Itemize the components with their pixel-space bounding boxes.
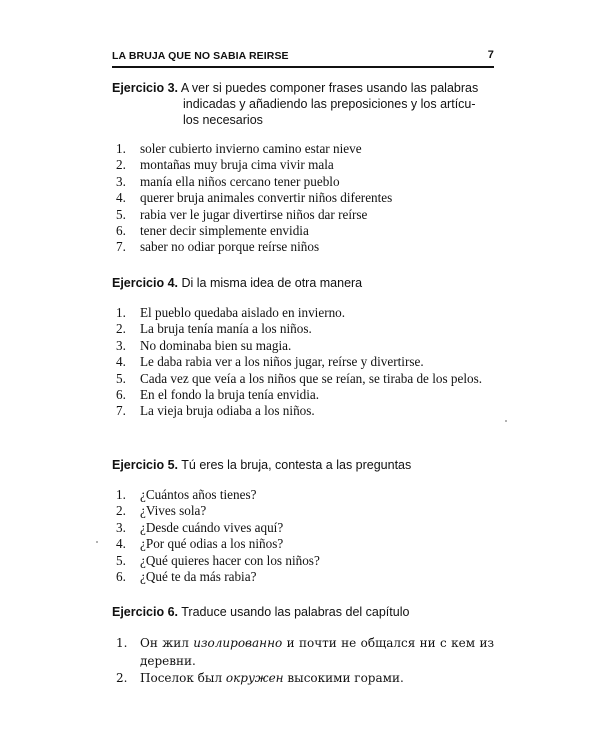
- item-text-emphasis: изолированно: [193, 636, 283, 650]
- item-text: soler cubierto invierno camino estar nieve: [140, 141, 362, 156]
- item-text-before: Он жил: [140, 636, 194, 650]
- item-number: 5.: [116, 552, 126, 568]
- list-item: [116, 403, 494, 419]
- exercise-4-heading: [112, 275, 362, 291]
- exercise-4-list: [116, 305, 494, 420]
- item-text: Cada vez que veía a los niños que se reían, se tiraba de los pelos.: [140, 370, 483, 386]
- item-text: ¿Qué quieres hacer con los niños?: [140, 552, 320, 568]
- list-item: [116, 387, 494, 403]
- list-item: [116, 157, 392, 173]
- exercise-3-instruction-line-1: A ver si puedes componer frases usando las palabras: [180, 81, 479, 95]
- item-text-after: и почти не общался ни с кем из деревни.: [140, 636, 495, 668]
- exercise-3-list: [116, 141, 392, 256]
- item-text: ¿Qué te da más rabia?: [140, 569, 257, 585]
- exercise-3-instruction-line-3: los necesarios: [183, 113, 263, 127]
- list-item: [116, 536, 320, 552]
- list-item: [116, 190, 392, 206]
- list-item: [116, 207, 392, 223]
- list-item: [116, 141, 392, 157]
- item-number: 7.: [116, 239, 126, 255]
- exercise-5-title: Tú eres la bruja, contesta a las preguntas: [181, 458, 412, 472]
- item-number: 2.: [116, 503, 126, 519]
- exercise-6-list: [116, 635, 494, 688]
- item-number: 6.: [116, 223, 126, 239]
- list-item: [116, 569, 320, 585]
- item-text: saber no odiar porque reírse niños: [140, 239, 320, 255]
- list-item: [116, 670, 494, 688]
- item-text-after: высокими горами.: [283, 671, 404, 685]
- list-item: [116, 503, 320, 519]
- item-text: manía ella niños cercano tener pueblo: [140, 173, 340, 189]
- exercise-5-label: Ejercicio 5.: [112, 458, 179, 472]
- exercise-6-heading: [112, 604, 409, 620]
- list-item: [116, 635, 494, 670]
- item-text-emphasis: окружен: [225, 671, 284, 685]
- exercise-3-label: Ejercicio 3.: [112, 81, 179, 95]
- list-item: [116, 520, 320, 536]
- scan-speck: [505, 420, 507, 422]
- item-text: En el fondo la bruja tenía envidia.: [140, 387, 320, 403]
- item-text: ¿Desde cuándo vives aquí?: [140, 519, 284, 535]
- exercise-4-label: Ejercicio 4.: [112, 276, 179, 290]
- item-text: querer bruja animales convertir niños diferentes: [140, 190, 393, 206]
- item-text: La vieja bruja odiaba a los niños.: [140, 403, 315, 419]
- item-text-before: Поселок был: [140, 671, 226, 685]
- list-item: [116, 338, 494, 354]
- item-text: montañas muy bruja cima vivir mala: [140, 157, 334, 173]
- item-number: 6.: [116, 387, 126, 403]
- item-number: 4.: [116, 536, 126, 552]
- header-rule: [112, 66, 494, 68]
- exercise-3-instruction-line-2: indicadas y añadiendo las preposiciones y los artícu-: [183, 97, 476, 111]
- exercise-4-title: Di la misma idea de otra manera: [181, 276, 363, 290]
- exercise-3-heading: [112, 80, 494, 128]
- item-text: La bruja tenía manía a los niños.: [140, 321, 312, 337]
- item-text: El pueblo quedaba aislado en invierno.: [140, 305, 346, 320]
- item-number: 1.: [116, 487, 126, 502]
- list-item: [116, 305, 494, 321]
- item-number: 2.: [116, 157, 126, 173]
- item-number: 5.: [116, 206, 126, 222]
- list-item: [116, 174, 392, 190]
- item-number: 1.: [116, 305, 126, 320]
- page-number: 7: [487, 49, 494, 61]
- exercise-6-label: Ejercicio 6.: [112, 605, 179, 619]
- item-number: 7.: [116, 403, 126, 419]
- item-number: 2.: [116, 321, 126, 337]
- item-number: 5.: [116, 370, 126, 386]
- item-number: 3.: [116, 337, 126, 353]
- list-item: [116, 354, 494, 370]
- list-item: [116, 223, 392, 239]
- running-title: LA BRUJA QUE NO SABIA REIRSE: [112, 50, 289, 62]
- exercise-5-heading: [112, 457, 411, 473]
- item-text: ¿Por qué odias a los niños?: [140, 536, 284, 552]
- exercise-6-title: Traduce usando las palabras del capítulo: [181, 605, 410, 619]
- item-text: Le daba rabia ver a los niños jugar, reírse y divertirse.: [140, 354, 424, 370]
- item-text: ¿Cuántos años tienes?: [140, 487, 257, 502]
- list-item: [116, 321, 494, 337]
- item-number: 3.: [116, 519, 126, 535]
- list-item: [116, 239, 392, 255]
- list-item: [116, 371, 494, 387]
- item-number: 4.: [116, 190, 126, 206]
- item-number: 2.: [116, 671, 128, 685]
- scan-speck: [96, 541, 98, 543]
- item-number: 4.: [116, 354, 126, 370]
- item-number: 3.: [116, 173, 126, 189]
- item-number: 1.: [116, 636, 128, 650]
- item-text: No dominaba bien su magia.: [140, 337, 292, 353]
- item-text: rabia ver le jugar divertirse niños dar reírse: [140, 206, 368, 222]
- item-text: tener decir simplemente envidia: [140, 223, 309, 239]
- list-item: [116, 487, 320, 503]
- item-number: 1.: [116, 141, 126, 156]
- item-text: ¿Vives sola?: [140, 503, 207, 519]
- item-number: 6.: [116, 569, 126, 585]
- list-item: [116, 553, 320, 569]
- exercise-5-list: [116, 487, 320, 585]
